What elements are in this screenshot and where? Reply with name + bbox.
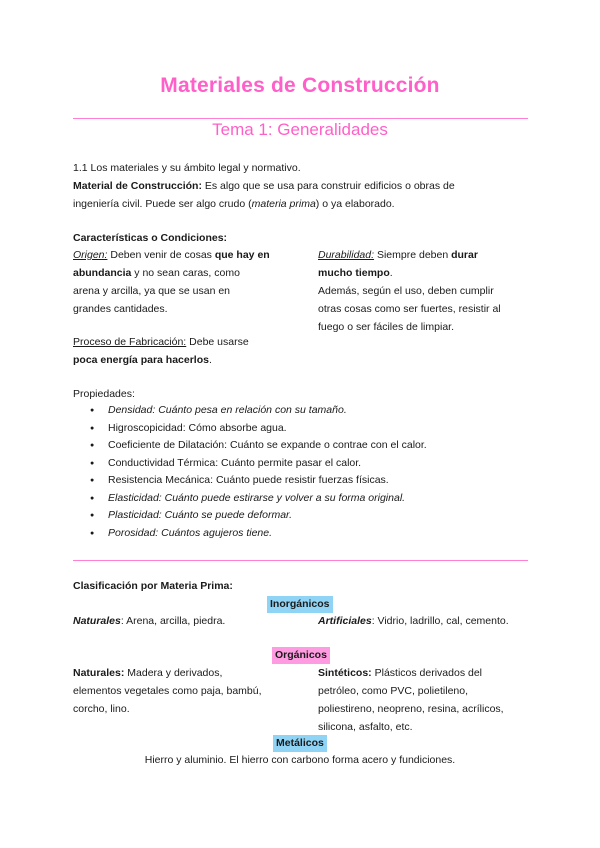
caracteristicas-heading: Características o Condiciones:: [73, 232, 228, 244]
proceso-block: Proceso de Fabricación: Debe usarse poca energía para hacerlos.: [73, 336, 249, 366]
list-item: ● Elasticidad: Cuánto puede estirarse y volver a su forma original.: [90, 490, 427, 508]
origen-label: Origen:: [73, 249, 108, 261]
list-item: ● Porosidad: Cuántos agujeros tiene.: [90, 525, 427, 543]
section-divider: [73, 560, 528, 561]
list-item: ● Conductividad Térmica: Cuánto permite pasar el calor.: [90, 455, 427, 473]
propiedades-list: [90, 402, 427, 542]
organicos-sinteticos: Sintéticos: Plásticos derivados del petróleo, como PVC, polietileno, poliestireno, neopreno, resina, acrílicos, silicona, asfalto, etc.: [318, 667, 504, 733]
material-text-b: ingeniería civil. Puede ser algo crudo (: [73, 198, 252, 210]
materia-prima: materia prima: [251, 198, 316, 210]
list-item: ● Densidad: Cuánto pesa en relación con su tamaño.: [90, 402, 427, 420]
organicos-naturales: Naturales: Madera y derivados, elementos vegetales como paja, bambú, corcho, lino.: [73, 667, 262, 715]
origen-block: Origen: Deben venir de cosas que hay en abundancia y no sean caras, como arena y arcilla, ya que se usan en grandes cantidades.: [73, 249, 270, 315]
inorganicos-naturales: Naturales: Arena, arcilla, piedra.: [73, 615, 226, 627]
title-divider: [73, 118, 528, 119]
intro-line: 1.1 Los materiales y su ámbito legal y normativo.: [73, 162, 301, 174]
inorganicos-label: Inorgánicos: [267, 596, 333, 613]
material-label: Material de Construcción:: [73, 180, 202, 192]
inorganicos-artificiales: Artificiales: Vidrio, ladrillo, cal, cemento.: [318, 615, 509, 627]
material-text-a: Es algo que se usa para construir edificios o obras de: [201, 180, 455, 192]
material-definition: [73, 177, 533, 195]
list-item: ● Plasticidad: Cuánto se puede deformar.: [90, 507, 427, 525]
list-item: ● Resistencia Mecánica: Cuánto puede resistir fuerzas físicas.: [90, 472, 427, 490]
clasificacion-heading: Clasificación por Materia Prima:: [73, 580, 233, 592]
material-definition-cont: [73, 195, 395, 213]
list-item: ● Higroscopicidad: Cómo absorbe agua.: [90, 420, 427, 438]
material-text-c: ) o ya elaborado.: [315, 198, 395, 210]
organicos-label: Orgánicos: [272, 647, 330, 664]
propiedades-heading: Propiedades:: [73, 388, 135, 400]
list-item: ● Coeficiente de Dilatación: Cuánto se expande o contrae con el calor.: [90, 437, 427, 455]
proceso-label: Proceso de Fabricación:: [73, 336, 187, 348]
durabilidad-block: Durabilidad: Siempre deben durar mucho tiempo. Además, según el uso, deben cumplir otras cosas como ser fuertes, resistir al fuego o ser fáciles de limpiar.: [318, 249, 501, 333]
durabilidad-label: Durabilidad:: [318, 249, 375, 261]
metalicos-label: Metálicos: [273, 735, 327, 752]
metalicos-text: Hierro y aluminio. El hierro con carbono forma acero y fundiciones.: [144, 754, 456, 766]
page-subtitle: Tema 1: Generalidades: [212, 120, 388, 139]
page-title: Materiales de Construcción: [160, 74, 440, 97]
